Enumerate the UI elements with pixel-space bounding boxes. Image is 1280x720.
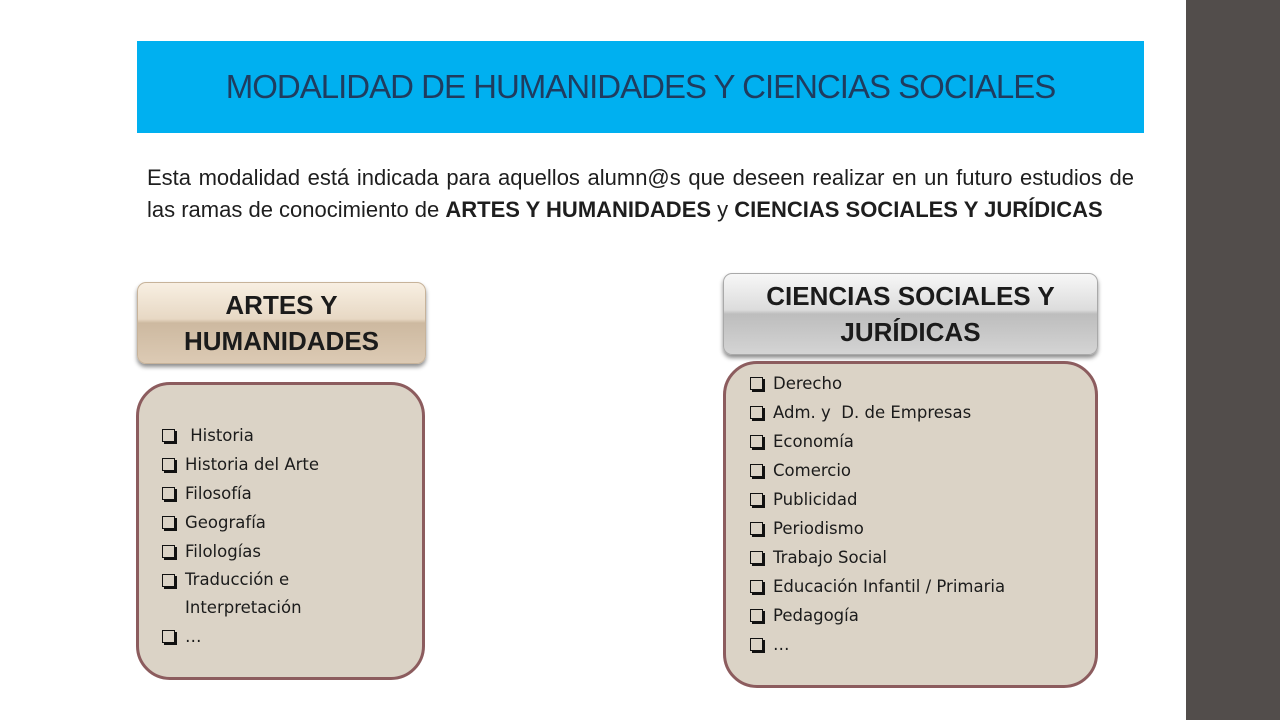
list-item-label: Traducción e Interpretación [185, 570, 302, 617]
list-item [750, 630, 1090, 659]
ciencias-list-box [723, 361, 1098, 688]
list-item [750, 398, 1090, 427]
list-item [750, 543, 1090, 572]
ciencias-list [750, 369, 1090, 659]
intro-paragraph [147, 162, 1134, 226]
list-item [750, 456, 1090, 485]
side-strip [1186, 0, 1280, 720]
list-item-label: Historia [185, 426, 254, 445]
list-item-label: Comercio [773, 461, 852, 480]
checkbox-bullet-icon [162, 429, 175, 442]
checkbox-bullet-icon [162, 545, 175, 558]
checkbox-bullet-icon [162, 458, 175, 471]
list-item [162, 508, 412, 537]
artes-list-box [136, 382, 425, 680]
list-item [750, 601, 1090, 630]
artes-heading-line2: HUMANIDADES [184, 326, 379, 356]
list-item-label: Adm. y D. de Empresas [773, 403, 972, 422]
intro-text-1: Esta modalidad está indicada para aquellos alumn@s que deseen realizar en un futuro estudios de las ramas de conocimiento de [147, 165, 1134, 222]
checkbox-bullet-icon [750, 551, 763, 564]
list-item [750, 485, 1090, 514]
list-item [162, 622, 412, 651]
list-item [750, 572, 1090, 601]
list-item-label: Filosofía [185, 484, 252, 503]
checkbox-bullet-icon [750, 638, 763, 651]
list-item-label: … [773, 635, 790, 654]
artes-list [162, 421, 412, 651]
list-item-label: Educación Infantil / Primaria [773, 577, 1006, 596]
list-item-label: Periodismo [773, 519, 864, 538]
list-item-label: Filologías [185, 542, 261, 561]
ciencias-heading-line1: CIENCIAS SOCIALES Y [766, 281, 1055, 311]
checkbox-bullet-icon [750, 609, 763, 622]
list-item-label: Trabajo Social [773, 548, 887, 567]
checkbox-bullet-icon [162, 487, 175, 500]
list-item [162, 566, 412, 622]
list-item [750, 514, 1090, 543]
checkbox-bullet-icon [750, 464, 763, 477]
list-item-label: Publicidad [773, 490, 858, 509]
ciencias-sociales-heading [723, 273, 1098, 355]
checkbox-bullet-icon [750, 406, 763, 419]
list-item [162, 537, 412, 566]
checkbox-bullet-icon [162, 630, 175, 643]
list-item-label: Historia del Arte [185, 455, 320, 474]
intro-bold-2: CIENCIAS SOCIALES Y JURÍDICAS [734, 197, 1103, 222]
artes-heading-line1: ARTES Y [225, 290, 338, 320]
list-item-label: Geografía [185, 513, 266, 532]
list-item [750, 427, 1090, 456]
list-item [162, 421, 412, 450]
checkbox-bullet-icon [750, 435, 763, 448]
list-item-label: … [185, 627, 202, 646]
checkbox-bullet-icon [162, 516, 175, 529]
list-item-label: Economía [773, 432, 854, 451]
list-item [162, 479, 412, 508]
checkbox-bullet-icon [750, 522, 763, 535]
list-item-label: Derecho [773, 374, 843, 393]
list-item-label: Pedagogía [773, 606, 859, 625]
list-item [162, 450, 412, 479]
intro-text-2: y [711, 197, 735, 222]
ciencias-heading-line2: JURÍDICAS [840, 317, 981, 347]
list-item [750, 369, 1090, 398]
checkbox-bullet-icon [162, 574, 175, 587]
checkbox-bullet-icon [750, 580, 763, 593]
artes-humanidades-heading [137, 282, 426, 364]
intro-bold-1: ARTES Y HUMANIDADES [445, 197, 712, 222]
slide-title: MODALIDAD DE HUMANIDADES Y CIENCIAS SOCIALES [225, 68, 1056, 105]
checkbox-bullet-icon [750, 493, 763, 506]
checkbox-bullet-icon [750, 377, 763, 390]
title-bar [137, 41, 1144, 133]
